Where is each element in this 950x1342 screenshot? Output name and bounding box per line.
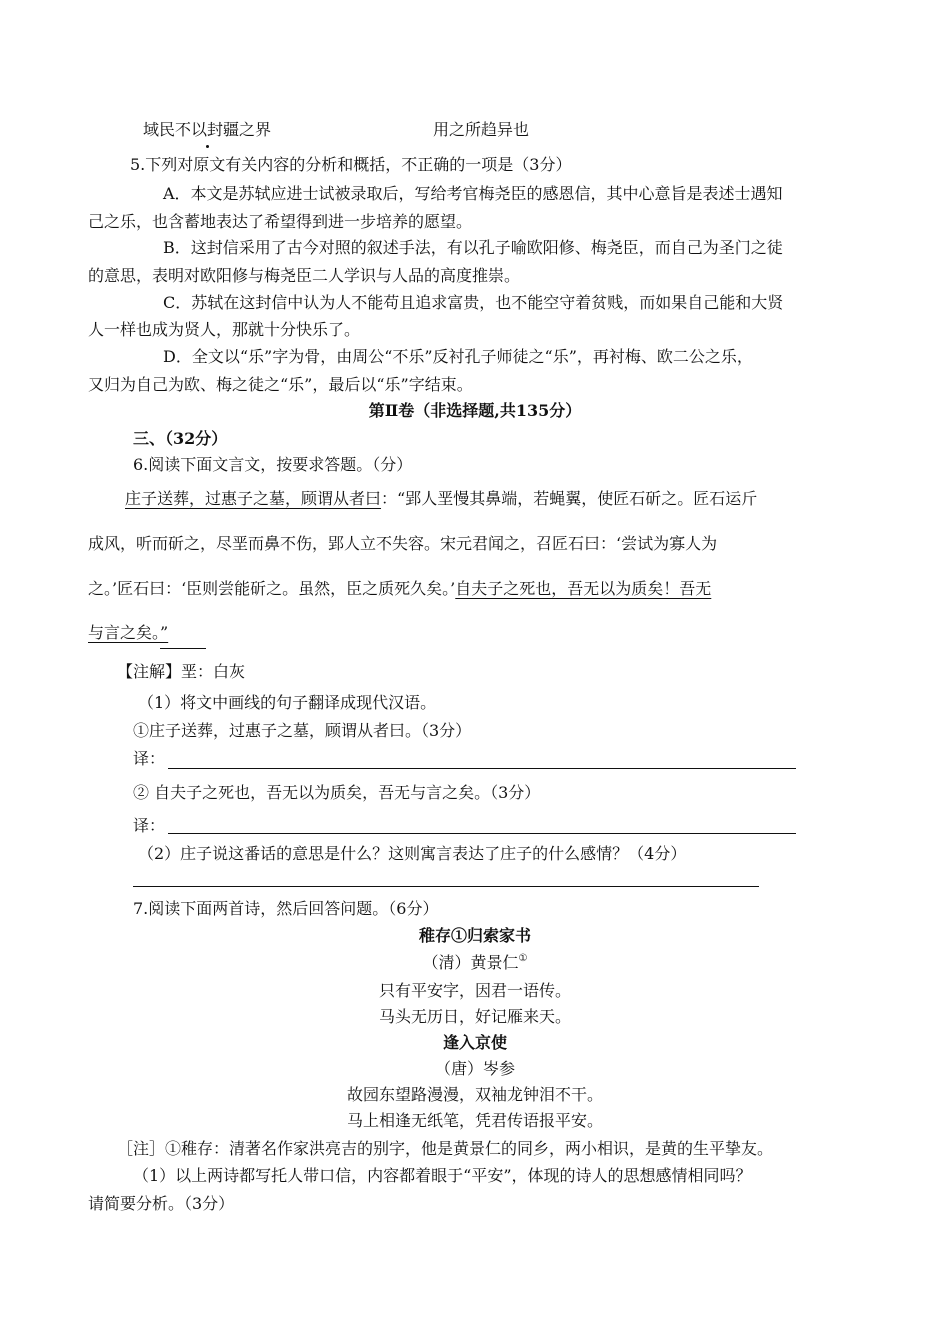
q6-passage-line2: 成风，听而斫之，尽垩而鼻不伤，郢人立不失容。宋元君闻之，召匠石曰：‘尝试为寡人为 [88,534,718,553]
section-3-heading: 三、（32分） [133,429,228,448]
poem1-title: 稚存①归索家书 [418,926,531,945]
answer-line-3[interactable] [133,886,759,887]
q5-option-a-cont: 己之乐，也含蓄地表达了希望得到进一步培养的愿望。 [88,212,473,231]
q6-passage-line4: 与言之矣。” [88,623,169,642]
q7-sub1: （1）以上两诗都写托人带口信，内容都着眼于“平安”，体现的诗人的思想感情相同吗？ [133,1166,752,1185]
poem2-author: （唐）岑参 [434,1059,515,1078]
top-row-right: 用之所趋异也 [433,120,530,139]
poem2-line1: 故园东望路漫漫，双袖龙钟泪不干。 [346,1085,603,1104]
part2-title: 第Ⅱ卷（非选择题,共135分） [368,401,582,420]
q7-stem: 7.阅读下面两首诗，然后回答问题。（6分） [133,899,439,918]
q5-option-c: C．苏轼在这封信中认为人不能苟且追求富贵，也不能空守着贫贱，而如果自己能和大贤 [163,293,784,312]
q5-option-b: B．这封信采用了古今对照的叙述手法，有以孔子喻欧阳修、梅尧臣，而自己为圣门之徒 [163,238,783,257]
q7-note: ［注］①稚存：清著名作家洪亮吉的别字，他是黄景仁的同乡，两小相识，是黄的生平挚友。 [117,1139,774,1158]
underline-tail [160,648,206,649]
q6-translate-label-1: 译： [133,749,166,768]
q7-sub1-cont: 请简要分析。（3分） [88,1194,235,1213]
q6-underlined-sentence-1: 庄子送葬，过惠子之墓，顾谓从者曰 [125,489,382,508]
q6-sub2: （2）庄子说这番话的意思是什么？这则寓言表达了庄子的什么感情？（4分） [138,844,687,863]
q6-note: 【注解】垩：白灰 [117,662,246,681]
q5-option-a: A．本文是苏轼应进士试被录取后，写给考官梅尧臣的感恩信，其中心意旨是表述士遇知 [163,184,783,203]
q6-stem: 6.阅读下面文言文，按要求答题。（分） [133,455,413,474]
q5-option-b-cont: 的意思，表明对欧阳修与梅尧臣二人学识与人品的高度推崇。 [88,266,521,285]
top-row-left: 域民不以封疆之界 [143,120,272,139]
q5-stem: 5.下列对原文有关内容的分析和概括，不正确的一项是（3分） [130,155,572,174]
answer-line-2[interactable] [168,833,796,834]
q5-option-d: D．全文以“乐”字为骨，由周公“不乐”反衬孔子师徒之“乐”，再衬梅、欧二公之乐， [163,347,753,366]
poem1-line1: 只有平安字，因君一语传。 [378,981,571,1000]
q5-option-c-cont: 人一样也成为贤人，那就十分快乐了。 [88,320,361,339]
emphasis-dot [206,145,209,148]
poem1-author: （清）黄景仁① [422,953,528,972]
poem2-title: 逢入京使 [442,1033,507,1052]
q6-underlined-sentence-2: 自夫子之死也，吾无以为质矣！吾无 [455,579,712,598]
q6-passage-line1: 庄子送葬，过惠子之墓，顾谓从者曰：“郢人垩慢其鼻端，若蝇翼，使匠石斫之。匠石运斤 [125,489,758,508]
q5-option-d-cont: 又归为自己为欧、梅之徒之“乐”，最后以“乐”字结束。 [88,375,473,394]
q6-sentence-2: ② 自夫子之死也，吾无以为质矣，吾无与言之矣。（3分） [133,783,541,802]
q6-sentence-1: ①庄子送葬，过惠子之墓，顾谓从者曰。（3分） [133,721,472,740]
q6-sub1: （1）将文中画线的句子翻译成现代汉语。 [138,693,437,712]
q6-translate-label-2: 译： [133,816,166,835]
q6-passage-line3: 之。’匠石曰：‘臣则尝能斫之。虽然，臣之质死久矣。’自夫子之死也，吾无以为质矣！吾无 [88,579,712,598]
poem1-line2: 马头无历日，好记雁来天。 [378,1007,571,1026]
poem2-line2: 马上相逢无纸笔，凭君传语报平安。 [346,1111,603,1130]
answer-line-1[interactable] [168,768,796,769]
